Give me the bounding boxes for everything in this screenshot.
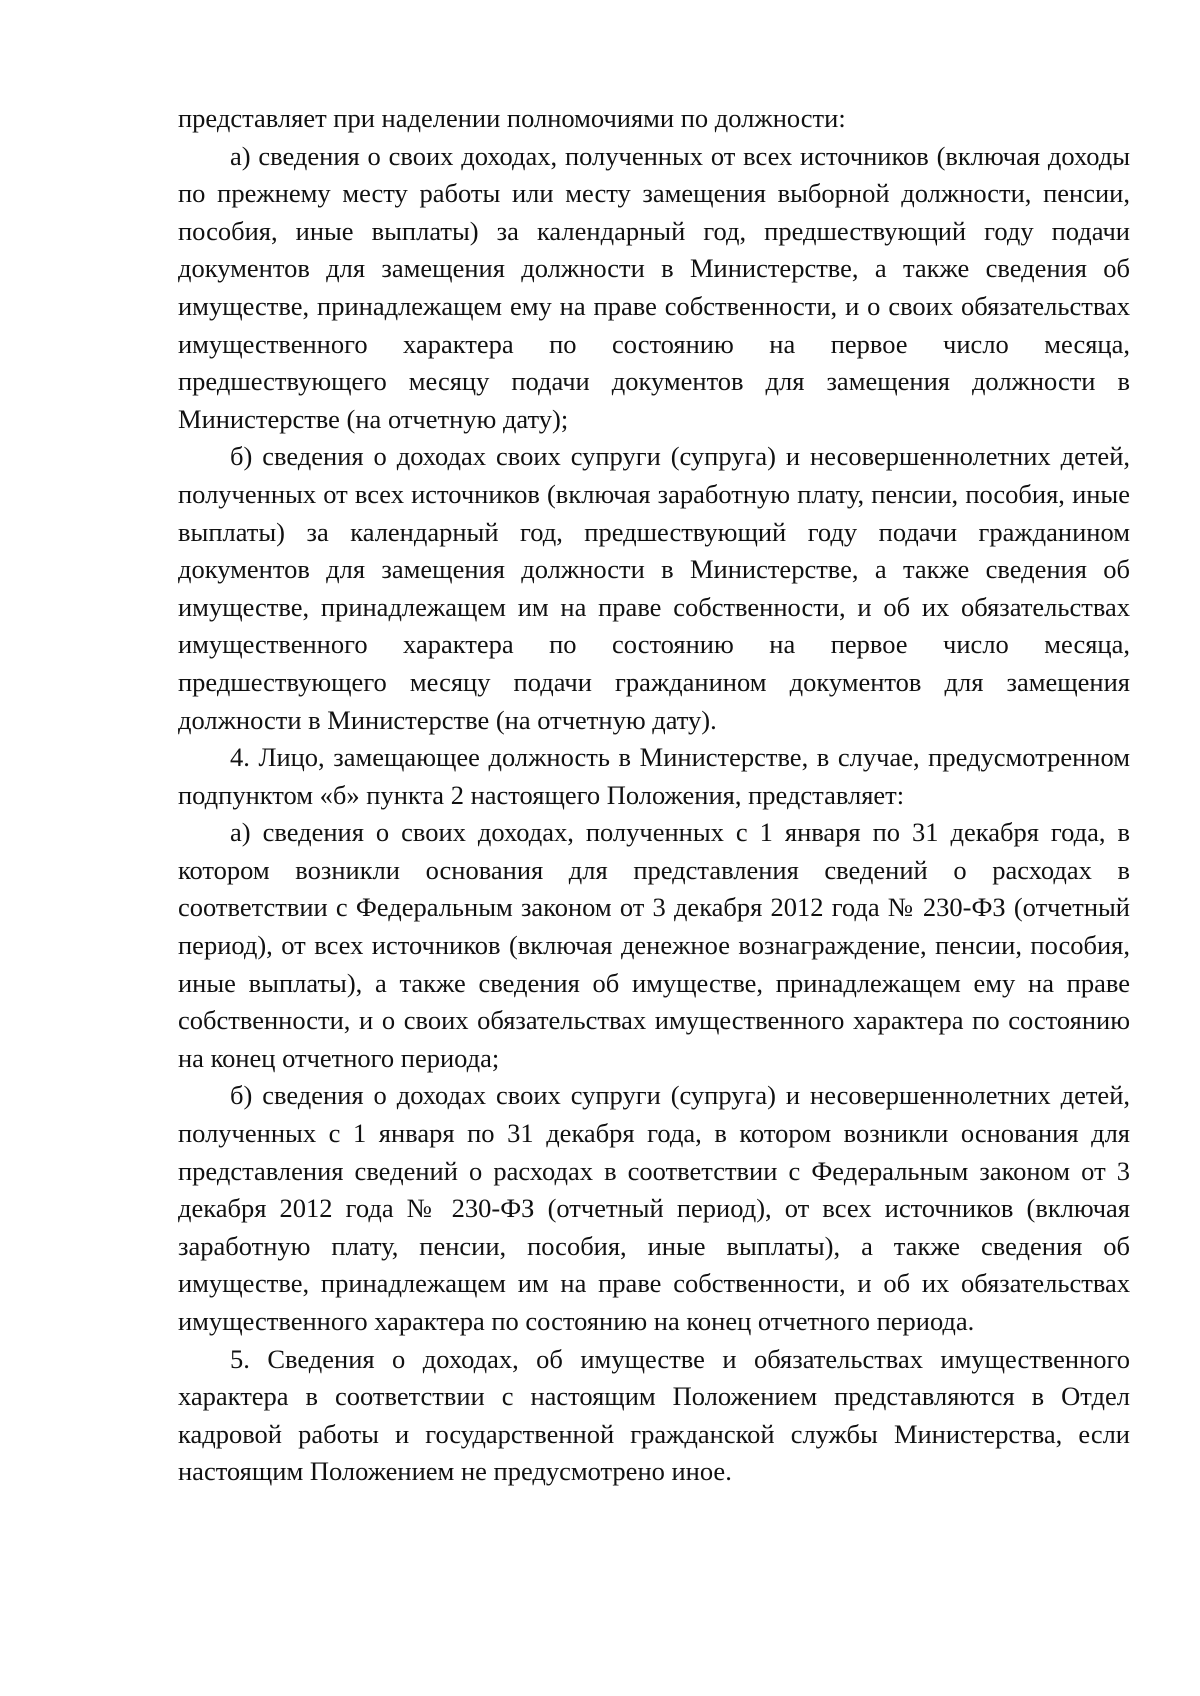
paragraph-4: 4. Лицо, замещающее должность в Министерстве, в случае, предусмотренном подпунктом «б» пункта 2 настоящего Положения, представляет: [178,742,1130,810]
paragraph-3b: б) сведения о доходах своих супруги (супруга) и несовершеннолетних детей, полученных от всех источников (включая заработную плату, пенсии, пособия, иные выплаты) за календарный год, предшествующий году подачи гражданином документов для замещения должности в Министерстве, а также сведения об имуществе, принадлежащем им на праве собственности, и об их обязательствах имущественного характера по состоянию на первое число месяца, предшествующего месяцу подачи гражданином документов для замещения должности в Министерстве (на отчетную дату). [178,441,1130,735]
paragraph-3a: а) сведения о своих доходах, полученных от всех источников (включая доходы по прежнему месту работы или месту замещения выборной должности, пенсии, пособия, иные выплаты) за календарный год, предшествующий году подачи документов для замещения должности в Министерстве, а также сведения об имуществе, принадлежащем ему на праве собственности, и о своих обязательствах имущественного характера по состоянию на первое число месяца, предшествующего месяцу подачи документов для замещения должности в Министерстве (на отчетную дату); [178,140,1130,434]
document-body [178,100,1130,1491]
paragraph-intro: представляет при наделении полномочиями по должности: [178,103,846,133]
paragraph-5: 5. Сведения о доходах, об имуществе и обязательствах имущественного характера в соответствии с настоящим Положением представляются в Отдел кадровой работы и государственной гражданской службы Министерства, если настоящим Положением не предусмотрено иное. [178,1343,1130,1487]
paragraph-4b: б) сведения о доходах своих супруги (супруга) и несовершеннолетних детей, полученных с 1 января по 31 декабря года, в котором возникли основания для представления сведений о расходах в соответствии с Федеральным законом от 3 декабря 2012 года № 230-ФЗ (отчетный период), от всех источников (включая заработную плату, пенсии, пособия, иные выплаты), а также сведения об имуществе, принадлежащем им на праве собственности, и об их обязательствах имущественного характера по состоянию на конец отчетного периода. [178,1080,1130,1336]
paragraph-4a: а) сведения о своих доходах, полученных с 1 января по 31 декабря года, в котором возникли основания для представления сведений о расходах в соответствии с Федеральным законом от 3 декабря 2012 года № 230-ФЗ (отчетный период), от всех источников (включая денежное вознаграждение, пенсии, пособия, иные выплаты), а также сведения об имуществе, принадлежащем ему на праве собственности, и о своих обязательствах имущественного характера по состоянию на конец отчетного периода; [178,817,1130,1073]
